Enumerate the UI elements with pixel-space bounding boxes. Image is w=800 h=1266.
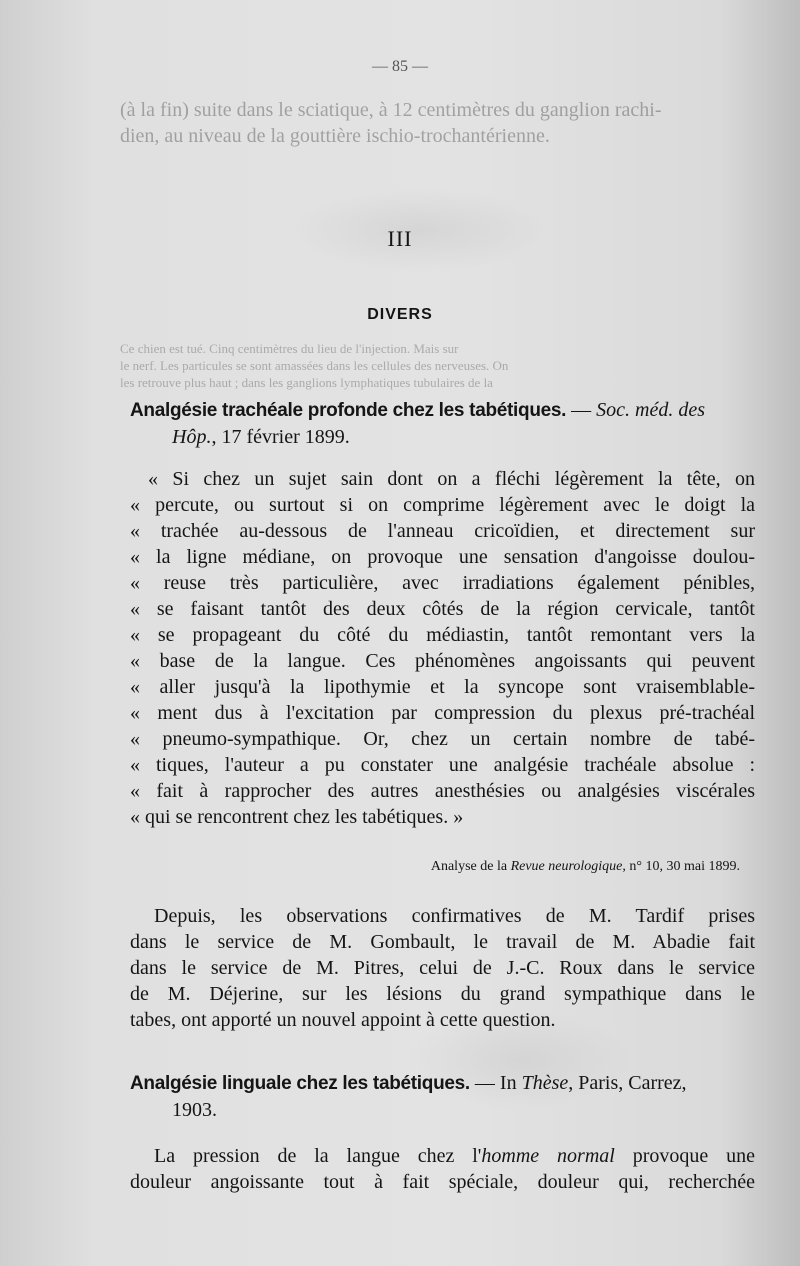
section-title: DIVERS <box>367 306 433 323</box>
quote-line: « se faisant tantôt des deux côtés de la région cervicale, tantôt <box>130 598 755 620</box>
entry-heading: Analgésie trachéale profonde chez les tabétiques. <box>130 400 567 421</box>
bibliography-entry <box>130 397 755 450</box>
quote-line: « base de la langue. Ces phénomènes angoissants qui peuvent <box>130 650 755 672</box>
quote-line: « tiques, l'auteur a pu constater une analgésie trachéale absolue : <box>130 754 755 776</box>
paragraph-line: douleur angoissante tout à fait spéciale, douleur qui, recherchée <box>130 1171 755 1193</box>
entry-rest: , Paris, Carrez, <box>568 1072 687 1094</box>
entry-journal: Soc. méd. des <box>596 399 706 421</box>
quote-line: « la ligne médiane, on provoque une sensation d'angoisse doulou- <box>130 546 755 568</box>
line-text: La pression de la langue chez l' <box>154 1145 482 1167</box>
bleed-through-line: les retrouve plus haut ; dans les ganglions lymphatiques tubulaires de la <box>120 375 493 390</box>
quote-line: « pneumo-sympathique. Or, chez un certain nombre de tabé- <box>130 728 755 750</box>
quote-line: « Si chez un sujet sain dont on a fléchi légèrement la tête, on <box>148 468 755 490</box>
entry-continuation <box>130 424 755 450</box>
entry-journal-cont: Hôp. <box>172 426 212 448</box>
entry-heading: Analgésie linguale chez les tabétiques. <box>130 1073 470 1094</box>
bleed-through-line: dien, au niveau de la gouttière ischio-trochantérienne. <box>120 125 550 147</box>
paragraph-line <box>130 1143 755 1169</box>
quote-line: « qui se rencontrent chez les tabétiques. » <box>130 806 464 828</box>
page-number: — 85 — <box>372 58 428 75</box>
entry-dash: — <box>566 399 597 421</box>
line-emphasis: homme normal <box>481 1145 615 1167</box>
quote-line: « reuse très particulière, avec irradiations également pénibles, <box>130 572 755 594</box>
quote-line: « se propageant du côté du médiastin, tantôt remontant vers la <box>130 624 755 646</box>
body-paragraph <box>130 1143 755 1195</box>
quote-line: « percute, ou surtout si on comprime légèrement avec le doigt la <box>130 494 755 516</box>
quote-line: « fait à rapprocher des autres anesthésies ou analgésies viscérales <box>130 780 755 802</box>
body-paragraph <box>130 903 755 1033</box>
bibliography-entry <box>130 1070 755 1123</box>
source-prefix: Analyse de la <box>430 859 511 874</box>
bleed-through-line: (à la fin) suite dans le sciatique, à 12 centimètres du ganglion rachi- <box>120 99 662 121</box>
quotation-block <box>130 466 755 830</box>
entry-dash: — In <box>469 1072 522 1094</box>
line-text: provoque une <box>614 1145 755 1167</box>
paragraph-line: tabes, ont apporté un nouvel appoint à cette question. <box>130 1009 556 1031</box>
quote-line: « ment dus à l'excitation par compression du plexus pré-trachéal <box>130 702 755 724</box>
quote-source <box>330 859 740 875</box>
entry-journal: Thèse <box>521 1072 569 1094</box>
paragraph-line: Depuis, les observations confirmatives de M. Tardif prises <box>154 905 755 927</box>
part-number: III <box>387 226 413 251</box>
paragraph-line: de M. Déjerine, sur les lésions du grand sympathique dans le <box>130 983 755 1005</box>
entry-year: 1903. <box>172 1099 217 1121</box>
bleed-through-line: le nerf. Les particules se sont amassées dans les cellules des nerveuses. On <box>120 358 509 373</box>
source-suffix: , n° 10, 30 mai 1899. <box>622 859 740 874</box>
entry-date: , 17 février 1899. <box>211 426 350 448</box>
paragraph-line: dans le service de M. Pitres, celui de J.-C. Roux dans le service <box>130 957 755 979</box>
quote-line: « aller jusqu'à la lipothymie et la syncope sont vraisemblable- <box>130 676 755 698</box>
bleed-through-line: Ce chien est tué. Cinq centimètres du lieu de l'injection. Mais sur <box>120 341 459 356</box>
paragraph-line: dans le service de M. Gombault, le travail de M. Abadie fait <box>130 931 755 953</box>
source-journal: Revue neurologique <box>510 859 623 874</box>
quote-line: « trachée au-dessous de l'anneau cricoïdien, et directement sur <box>130 520 755 542</box>
